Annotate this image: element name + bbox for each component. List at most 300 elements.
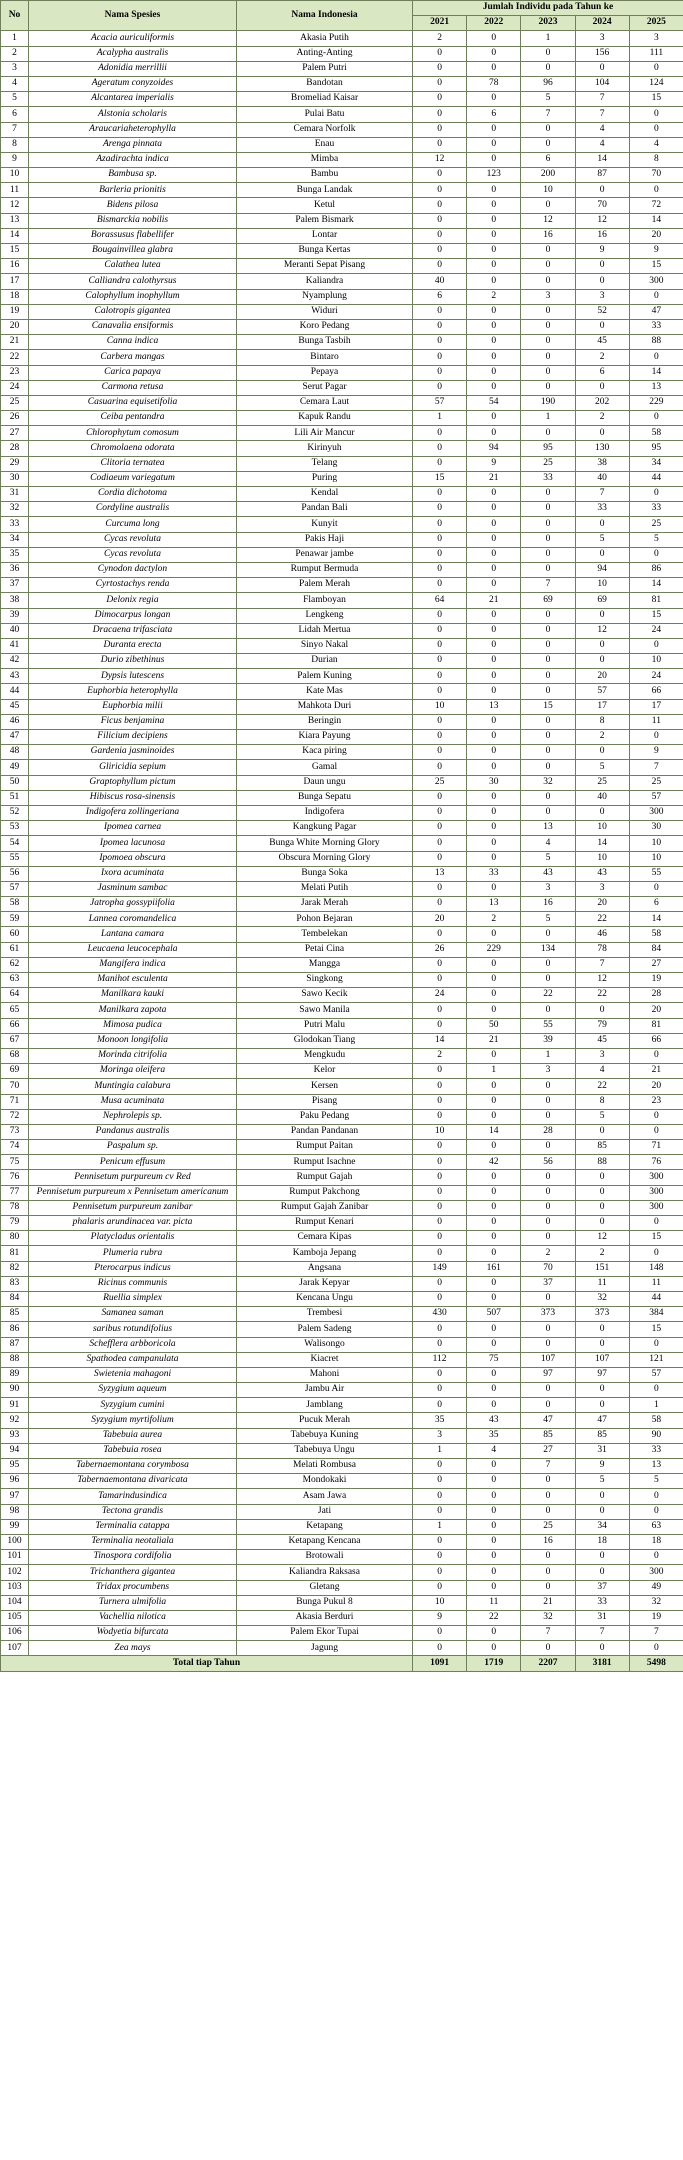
table-row [1, 745, 683, 760]
cell-indonesian-name: Pulai Batu [237, 107, 413, 122]
cell-count-2021: 10 [413, 1124, 467, 1139]
cell-species-name: Ipomea lacunosa [29, 836, 237, 851]
cell-indonesian-name: Kiara Payung [237, 730, 413, 745]
cell-count-2025: 21 [629, 1064, 683, 1079]
cell-count-2024: 12 [575, 973, 629, 988]
cell-count-2024: 25 [575, 775, 629, 790]
cell-indonesian-name: Glodokan Tiang [237, 1033, 413, 1048]
cell-count-2024: 10 [575, 578, 629, 593]
table-row [1, 608, 683, 623]
cell-indonesian-name: Nyamplung [237, 289, 413, 304]
cell-species-name: Borassusus flabellifer [29, 228, 237, 243]
cell-count-2023: 0 [521, 1641, 575, 1656]
cell-species-name: Cordia dichotoma [29, 487, 237, 502]
cell-count-2023: 25 [521, 456, 575, 471]
cell-count-2023: 0 [521, 1565, 575, 1580]
cell-count-2025: 0 [629, 122, 683, 137]
cell-count-2024: 5 [575, 1109, 629, 1124]
table-row [1, 669, 683, 684]
cell-count-2021: 0 [413, 1170, 467, 1185]
table-row [1, 319, 683, 334]
cell-count-2025: 0 [629, 881, 683, 896]
cell-species-name: Manilkara kauki [29, 988, 237, 1003]
cell-count-2022: 0 [467, 1534, 521, 1549]
cell-count-2024: 0 [575, 1565, 629, 1580]
cell-count-2021: 25 [413, 775, 467, 790]
cell-no: 20 [1, 319, 29, 334]
cell-count-2022: 0 [467, 805, 521, 820]
cell-count-2024: 4 [575, 122, 629, 137]
cell-count-2024: 45 [575, 1033, 629, 1048]
cell-count-2023: 6 [521, 152, 575, 167]
cell-count-2021: 0 [413, 1094, 467, 1109]
cell-count-2022: 0 [467, 46, 521, 61]
cell-count-2025: 25 [629, 775, 683, 790]
cell-count-2025: 300 [629, 1170, 683, 1185]
cell-count-2022: 0 [467, 1565, 521, 1580]
cell-count-2024: 2 [575, 411, 629, 426]
cell-count-2024: 104 [575, 76, 629, 91]
cell-count-2024: 40 [575, 471, 629, 486]
cell-count-2023: 1 [521, 1048, 575, 1063]
cell-species-name: Syzygium myrtifolium [29, 1413, 237, 1428]
cell-count-2025: 84 [629, 942, 683, 957]
cell-count-2021: 0 [413, 973, 467, 988]
cell-count-2021: 12 [413, 152, 467, 167]
table-row [1, 593, 683, 608]
cell-no: 18 [1, 289, 29, 304]
cell-indonesian-name: Cemara Laut [237, 395, 413, 410]
cell-count-2024: 0 [575, 1124, 629, 1139]
cell-count-2025: 23 [629, 1094, 683, 1109]
cell-indonesian-name: Rumput Gajah [237, 1170, 413, 1185]
table-row [1, 502, 683, 517]
cell-indonesian-name: Tabebuya Ungu [237, 1443, 413, 1458]
cell-species-name: phalaris arundinacea var. picta [29, 1216, 237, 1231]
cell-no: 19 [1, 304, 29, 319]
table-row [1, 1337, 683, 1352]
cell-count-2024: 151 [575, 1261, 629, 1276]
cell-count-2021: 0 [413, 335, 467, 350]
cell-count-2021: 0 [413, 1155, 467, 1170]
cell-count-2023: 0 [521, 1216, 575, 1231]
cell-count-2023: 0 [521, 1185, 575, 1200]
cell-count-2022: 0 [467, 714, 521, 729]
cell-no: 69 [1, 1064, 29, 1079]
cell-count-2024: 0 [575, 517, 629, 532]
cell-no: 73 [1, 1124, 29, 1139]
cell-no: 6 [1, 107, 29, 122]
cell-species-name: Paspalum sp. [29, 1140, 237, 1155]
cell-count-2021: 0 [413, 881, 467, 896]
cell-count-2025: 4 [629, 137, 683, 152]
total-2025: 5498 [629, 1656, 683, 1671]
cell-species-name: Tectona grandis [29, 1504, 237, 1519]
cell-count-2021: 0 [413, 1641, 467, 1656]
table-row [1, 1519, 683, 1534]
cell-count-2022: 78 [467, 76, 521, 91]
cell-no: 63 [1, 973, 29, 988]
cell-species-name: Terminalia catappa [29, 1519, 237, 1534]
table-row [1, 244, 683, 259]
cell-count-2022: 0 [467, 578, 521, 593]
cell-indonesian-name: Bromeliad Kaisar [237, 92, 413, 107]
cell-indonesian-name: Kaliandra [237, 274, 413, 289]
cell-indonesian-name: Mimba [237, 152, 413, 167]
cell-count-2023: 0 [521, 137, 575, 152]
cell-count-2023: 32 [521, 775, 575, 790]
cell-indonesian-name: Kirinyuh [237, 441, 413, 456]
cell-count-2025: 30 [629, 821, 683, 836]
cell-count-2021: 0 [413, 304, 467, 319]
cell-count-2023: 0 [521, 274, 575, 289]
cell-count-2023: 0 [521, 517, 575, 532]
cell-indonesian-name: Rumput Isachne [237, 1155, 413, 1170]
cell-species-name: Zea mays [29, 1641, 237, 1656]
total-label: Total tiap Tahun [1, 1656, 413, 1671]
cell-no: 30 [1, 471, 29, 486]
cell-count-2024: 85 [575, 1428, 629, 1443]
cell-count-2022: 42 [467, 1155, 521, 1170]
table-row [1, 1261, 683, 1276]
cell-count-2022: 0 [467, 319, 521, 334]
cell-species-name: Durio zibethinus [29, 654, 237, 669]
cell-count-2025: 6 [629, 897, 683, 912]
cell-count-2022: 0 [467, 198, 521, 213]
cell-count-2022: 54 [467, 395, 521, 410]
cell-indonesian-name: Kapuk Randu [237, 411, 413, 426]
cell-indonesian-name: Kencana Ungu [237, 1291, 413, 1306]
cell-count-2023: 12 [521, 213, 575, 228]
cell-count-2021: 2 [413, 31, 467, 46]
cell-count-2023: 0 [521, 1170, 575, 1185]
cell-count-2023: 0 [521, 198, 575, 213]
cell-count-2025: 9 [629, 244, 683, 259]
cell-count-2025: 111 [629, 46, 683, 61]
cell-count-2025: 81 [629, 593, 683, 608]
cell-count-2025: 44 [629, 471, 683, 486]
cell-count-2024: 6 [575, 365, 629, 380]
cell-no: 8 [1, 137, 29, 152]
cell-count-2021: 0 [413, 1565, 467, 1580]
column-header-species: Nama Spesies [29, 1, 237, 31]
cell-indonesian-name: Ketapang [237, 1519, 413, 1534]
cell-species-name: Barleria prionitis [29, 183, 237, 198]
cell-count-2025: 33 [629, 1443, 683, 1458]
table-row [1, 1443, 683, 1458]
cell-count-2021: 0 [413, 259, 467, 274]
cell-indonesian-name: Kelor [237, 1064, 413, 1079]
cell-indonesian-name: Putri Malu [237, 1018, 413, 1033]
cell-count-2024: 3 [575, 881, 629, 896]
cell-species-name: Cynodon dactylon [29, 562, 237, 577]
cell-count-2022: 21 [467, 1033, 521, 1048]
cell-count-2021: 0 [413, 1322, 467, 1337]
cell-count-2023: 0 [521, 1109, 575, 1124]
cell-species-name: Tabebuia aurea [29, 1428, 237, 1443]
cell-no: 29 [1, 456, 29, 471]
cell-count-2021: 0 [413, 228, 467, 243]
cell-indonesian-name: Bunga Tasbih [237, 335, 413, 350]
cell-count-2025: 24 [629, 623, 683, 638]
cell-count-2023: 10 [521, 183, 575, 198]
cell-indonesian-name: Mondokaki [237, 1474, 413, 1489]
column-header-no: No [1, 1, 29, 31]
cell-count-2022: 0 [467, 745, 521, 760]
cell-count-2024: 43 [575, 866, 629, 881]
cell-count-2022: 4 [467, 1443, 521, 1458]
cell-count-2025: 28 [629, 988, 683, 1003]
table-row [1, 1064, 683, 1079]
cell-count-2022: 14 [467, 1124, 521, 1139]
cell-count-2023: 16 [521, 897, 575, 912]
table-row [1, 289, 683, 304]
cell-species-name: Tabernaemontana corymbosa [29, 1459, 237, 1474]
cell-count-2025: 58 [629, 426, 683, 441]
cell-no: 39 [1, 608, 29, 623]
cell-species-name: Tabernaemontana divaricata [29, 1474, 237, 1489]
cell-count-2024: 78 [575, 942, 629, 957]
cell-species-name: Acacia auriculiformis [29, 31, 237, 46]
cell-species-name: Platycladus orientalis [29, 1231, 237, 1246]
cell-count-2024: 79 [575, 1018, 629, 1033]
cell-no: 80 [1, 1231, 29, 1246]
cell-count-2024: 0 [575, 1641, 629, 1656]
cell-indonesian-name: Melati Putih [237, 881, 413, 896]
cell-indonesian-name: Penawar jambe [237, 547, 413, 562]
cell-no: 49 [1, 760, 29, 775]
table-row [1, 350, 683, 365]
table-row [1, 699, 683, 714]
cell-count-2022: 0 [467, 1170, 521, 1185]
cell-count-2023: 0 [521, 319, 575, 334]
cell-count-2021: 0 [413, 122, 467, 137]
cell-no: 58 [1, 897, 29, 912]
cell-count-2022: 0 [467, 1504, 521, 1519]
cell-count-2023: 0 [521, 547, 575, 562]
cell-count-2024: 7 [575, 92, 629, 107]
table-row [1, 1398, 683, 1413]
cell-count-2022: 22 [467, 1610, 521, 1625]
table-row [1, 1291, 683, 1306]
cell-no: 52 [1, 805, 29, 820]
cell-indonesian-name: Anting-Anting [237, 46, 413, 61]
cell-indonesian-name: Widuri [237, 304, 413, 319]
cell-count-2023: 47 [521, 1413, 575, 1428]
cell-count-2021: 24 [413, 988, 467, 1003]
cell-no: 4 [1, 76, 29, 91]
cell-count-2023: 0 [521, 532, 575, 547]
cell-count-2022: 0 [467, 623, 521, 638]
cell-count-2023: 107 [521, 1352, 575, 1367]
cell-count-2024: 3 [575, 31, 629, 46]
cell-count-2022: 0 [467, 1641, 521, 1656]
cell-count-2022: 0 [467, 183, 521, 198]
cell-species-name: Hibiscus rosa-sinensis [29, 790, 237, 805]
cell-count-2022: 0 [467, 1459, 521, 1474]
cell-no: 1 [1, 31, 29, 46]
cell-indonesian-name: Bunga White Morning Glory [237, 836, 413, 851]
cell-count-2022: 229 [467, 942, 521, 957]
table-row [1, 198, 683, 213]
cell-count-2024: 0 [575, 1216, 629, 1231]
cell-count-2024: 14 [575, 836, 629, 851]
cell-count-2022: 0 [467, 532, 521, 547]
cell-count-2024: 85 [575, 1140, 629, 1155]
cell-count-2021: 0 [413, 1504, 467, 1519]
cell-count-2024: 46 [575, 927, 629, 942]
cell-count-2024: 0 [575, 805, 629, 820]
cell-count-2025: 33 [629, 502, 683, 517]
cell-count-2021: 0 [413, 1580, 467, 1595]
cell-count-2021: 0 [413, 1200, 467, 1215]
cell-count-2021: 0 [413, 1079, 467, 1094]
cell-count-2022: 0 [467, 244, 521, 259]
cell-count-2021: 0 [413, 562, 467, 577]
cell-no: 48 [1, 745, 29, 760]
cell-count-2023: 0 [521, 1580, 575, 1595]
cell-count-2021: 0 [413, 623, 467, 638]
cell-count-2023: 70 [521, 1261, 575, 1276]
cell-species-name: Monoon longifolia [29, 1033, 237, 1048]
cell-count-2025: 20 [629, 1079, 683, 1094]
table-row [1, 76, 683, 91]
cell-indonesian-name: Paku Pedang [237, 1109, 413, 1124]
cell-count-2024: 5 [575, 532, 629, 547]
cell-indonesian-name: Bunga Sepatu [237, 790, 413, 805]
cell-species-name: Cycas revoluta [29, 547, 237, 562]
cell-count-2022: 0 [467, 1079, 521, 1094]
cell-count-2024: 9 [575, 1459, 629, 1474]
cell-count-2024: 0 [575, 547, 629, 562]
table-row [1, 1200, 683, 1215]
cell-indonesian-name: Indigofera [237, 805, 413, 820]
cell-count-2025: 49 [629, 1580, 683, 1595]
cell-indonesian-name: Sawo Kecik [237, 988, 413, 1003]
cell-count-2025: 300 [629, 1185, 683, 1200]
cell-count-2025: 5 [629, 532, 683, 547]
cell-no: 61 [1, 942, 29, 957]
table-head [1, 1, 683, 31]
cell-no: 90 [1, 1383, 29, 1398]
cell-indonesian-name: Palem Kuning [237, 669, 413, 684]
cell-species-name: Ageratum conyzoides [29, 76, 237, 91]
table-row [1, 973, 683, 988]
table-row [1, 1048, 683, 1063]
cell-no: 59 [1, 912, 29, 927]
cell-no: 89 [1, 1367, 29, 1382]
cell-indonesian-name: Koro Pedang [237, 319, 413, 334]
cell-count-2025: 0 [629, 289, 683, 304]
cell-indonesian-name: Rumput Gajah Zanibar [237, 1200, 413, 1215]
cell-no: 56 [1, 866, 29, 881]
cell-count-2022: 9 [467, 456, 521, 471]
cell-count-2025: 0 [629, 1337, 683, 1352]
cell-indonesian-name: Flamboyan [237, 593, 413, 608]
cell-count-2022: 0 [467, 790, 521, 805]
cell-count-2021: 0 [413, 1474, 467, 1489]
table-row [1, 456, 683, 471]
cell-count-2025: 0 [629, 61, 683, 76]
cell-count-2024: 0 [575, 1200, 629, 1215]
cell-indonesian-name: Enau [237, 137, 413, 152]
cell-count-2021: 0 [413, 1216, 467, 1231]
cell-count-2024: 16 [575, 228, 629, 243]
cell-count-2025: 1 [629, 1398, 683, 1413]
cell-indonesian-name: Trembesi [237, 1307, 413, 1322]
cell-count-2023: 27 [521, 1443, 575, 1458]
cell-count-2023: 3 [521, 1064, 575, 1079]
cell-count-2022: 0 [467, 1580, 521, 1595]
cell-indonesian-name: Palem Putri [237, 61, 413, 76]
cell-count-2024: 2 [575, 350, 629, 365]
total-2022: 1719 [467, 1656, 521, 1671]
cell-species-name: Muntingia calabura [29, 1079, 237, 1094]
cell-count-2024: 18 [575, 1534, 629, 1549]
cell-count-2021: 0 [413, 319, 467, 334]
table-row [1, 1474, 683, 1489]
cell-species-name: Calathea lutea [29, 259, 237, 274]
table-row [1, 1565, 683, 1580]
cell-count-2024: 33 [575, 502, 629, 517]
cell-count-2023: 0 [521, 790, 575, 805]
cell-count-2025: 229 [629, 395, 683, 410]
cell-count-2021: 0 [413, 244, 467, 259]
table-row [1, 46, 683, 61]
cell-count-2021: 0 [413, 1534, 467, 1549]
cell-species-name: Filicium decipiens [29, 730, 237, 745]
cell-count-2022: 0 [467, 1383, 521, 1398]
cell-indonesian-name: Palem Sadeng [237, 1322, 413, 1337]
cell-no: 42 [1, 654, 29, 669]
cell-indonesian-name: Akasia Berduri [237, 1610, 413, 1625]
cell-count-2022: 0 [467, 1626, 521, 1641]
cell-count-2024: 0 [575, 274, 629, 289]
cell-count-2022: 0 [467, 228, 521, 243]
cell-count-2022: 50 [467, 1018, 521, 1033]
cell-count-2024: 7 [575, 957, 629, 972]
cell-species-name: Tamarindusindica [29, 1489, 237, 1504]
cell-count-2021: 0 [413, 137, 467, 152]
cell-species-name: Pennisetum purpureum cv Red [29, 1170, 237, 1185]
cell-species-name: Penicum effusum [29, 1155, 237, 1170]
table-row [1, 213, 683, 228]
cell-count-2025: 70 [629, 168, 683, 183]
cell-count-2022: 0 [467, 1246, 521, 1261]
cell-count-2024: 20 [575, 669, 629, 684]
cell-count-2021: 0 [413, 1246, 467, 1261]
cell-count-2021: 0 [413, 714, 467, 729]
cell-indonesian-name: Jarak Kepyar [237, 1276, 413, 1291]
cell-no: 99 [1, 1519, 29, 1534]
cell-count-2024: 0 [575, 183, 629, 198]
cell-count-2024: 0 [575, 1170, 629, 1185]
cell-count-2021: 57 [413, 395, 467, 410]
cell-count-2021: 0 [413, 183, 467, 198]
cell-count-2024: 0 [575, 1550, 629, 1565]
cell-species-name: Syzygium cumini [29, 1398, 237, 1413]
cell-count-2023: 3 [521, 289, 575, 304]
cell-species-name: Adonidia merrillii [29, 61, 237, 76]
column-header-year-2021: 2021 [413, 16, 467, 31]
cell-count-2022: 0 [467, 1276, 521, 1291]
cell-no: 35 [1, 547, 29, 562]
cell-species-name: Manilkara zapota [29, 1003, 237, 1018]
table-row [1, 259, 683, 274]
cell-count-2023: 1 [521, 411, 575, 426]
cell-count-2025: 72 [629, 198, 683, 213]
cell-indonesian-name: Pepaya [237, 365, 413, 380]
